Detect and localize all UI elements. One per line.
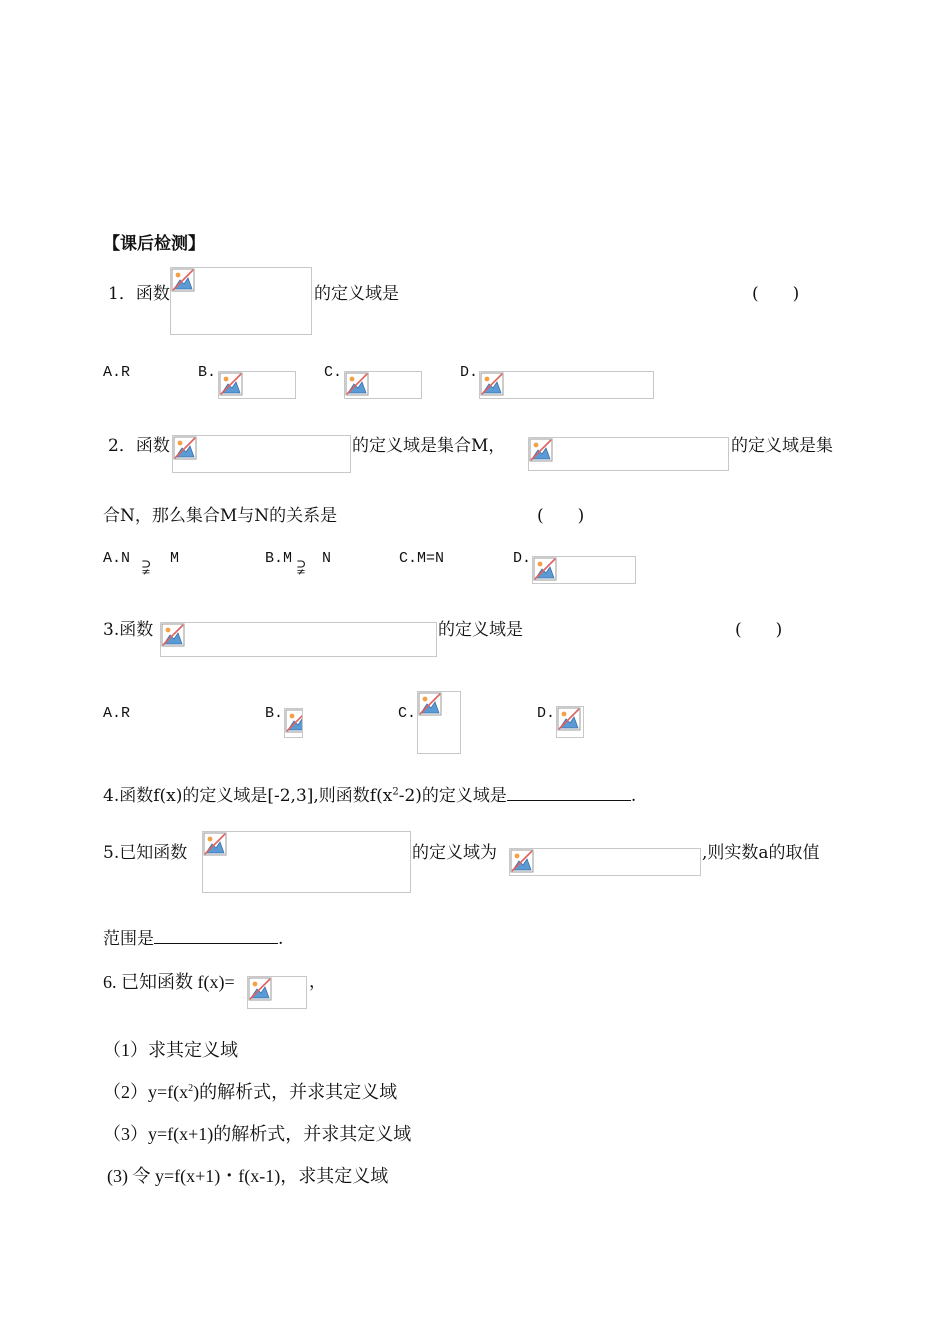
q5-prefix: 5.已知函数 [103, 843, 188, 863]
q4-superscript: 2 [392, 786, 399, 798]
q2-prefix: 2．函数 [108, 436, 170, 456]
q6-sub-2-after: )的解析式，并求其定义域 [193, 1082, 398, 1102]
q2-option-c: C.M=N [399, 550, 445, 567]
q6-stem: 6. 已知函数 f(x)= [103, 972, 235, 992]
q4-text [103, 785, 636, 807]
q2-option-d-label: D. [513, 550, 532, 567]
q6-sub-2 [103, 1081, 397, 1103]
q1-option-a: A.R [103, 364, 131, 381]
q1-answer-paren: ( ) [752, 284, 800, 304]
q2-option-b-label: B.M [265, 550, 293, 567]
q2-option-d-image [532, 556, 636, 584]
q6-sub-2-superscript: 2 [188, 1083, 194, 1094]
q1-option-d-image [479, 371, 654, 399]
q2-formula-image-1 [172, 435, 351, 473]
q3-option-d-label: D. [537, 705, 556, 722]
q2-option-b-end: N [322, 550, 332, 567]
q4-answer-blank[interactable] [507, 800, 631, 801]
q2-mid: 的定义域是集合M， [352, 436, 506, 456]
q2-option-a-end: M [170, 550, 180, 567]
q4-text-after: -2)的定义域是 [398, 786, 507, 806]
q3-formula-image [160, 622, 437, 657]
q2-suffix: 的定义域是集 [731, 436, 833, 456]
q3-answer-paren: ( ) [735, 620, 783, 640]
q3-option-a: A.R [103, 705, 131, 722]
q1-option-c-image [344, 371, 422, 399]
q5-answer-blank[interactable] [154, 943, 278, 944]
q6-sub-1: （1）求其定义域 [103, 1040, 238, 1060]
q4-end: . [630, 786, 637, 806]
q3-option-c-label: C. [398, 705, 417, 722]
q5-end: . [278, 929, 284, 949]
q5-suffix: ,则实数a的取值 [702, 843, 820, 863]
q1-option-c-label: C. [324, 364, 343, 381]
q5-domain-image [509, 848, 701, 876]
q2-option-a-relation: ⫌ [142, 556, 151, 578]
q1-option-b-label: B. [198, 364, 217, 381]
q5-line2 [103, 928, 283, 950]
q4-text-before: 4.函数f(x)的定义域是[-2,3],则函数f(x [103, 786, 393, 806]
q3-option-b-label: B. [265, 705, 284, 722]
q2-option-b-relation: ⫌ [297, 556, 306, 578]
q3-suffix: 的定义域是 [438, 620, 523, 640]
q6-formula-image [247, 976, 307, 1009]
q6-sub-2-before: （2）y=f(x [103, 1082, 189, 1102]
q3-option-d-image [556, 706, 584, 738]
q5-line2-text: 范围是 [103, 929, 154, 949]
q1-formula-image [170, 267, 312, 335]
q3-option-b-image [284, 708, 303, 738]
q6-sub-3: （3）y=f(x+1)的解析式，并求其定义域 [103, 1124, 412, 1144]
q1-suffix: 的定义域是 [314, 284, 399, 304]
q3-prefix: 3.函数 [103, 620, 154, 640]
q2-answer-paren: ( ) [537, 506, 585, 526]
q3-option-c-image [417, 691, 461, 754]
q5-formula-image [202, 831, 411, 893]
q2-option-a-label: A.N [103, 550, 131, 567]
q2-line2: 合N，那么集合M与N的关系是 [103, 506, 338, 526]
q1-option-d-label: D. [460, 364, 479, 381]
q2-formula-image-2 [528, 437, 729, 471]
q6-sub-4: (3) 令 y=f(x+1)・f(x-1)，求其定义域 [107, 1166, 389, 1186]
q6-stem-end: ， [309, 972, 326, 992]
section-title: 【课后检测】 [103, 234, 205, 254]
q1-option-b-image [218, 371, 296, 399]
q5-mid: 的定义域为 [412, 843, 497, 863]
q1-prefix: 1．函数 [108, 284, 170, 304]
